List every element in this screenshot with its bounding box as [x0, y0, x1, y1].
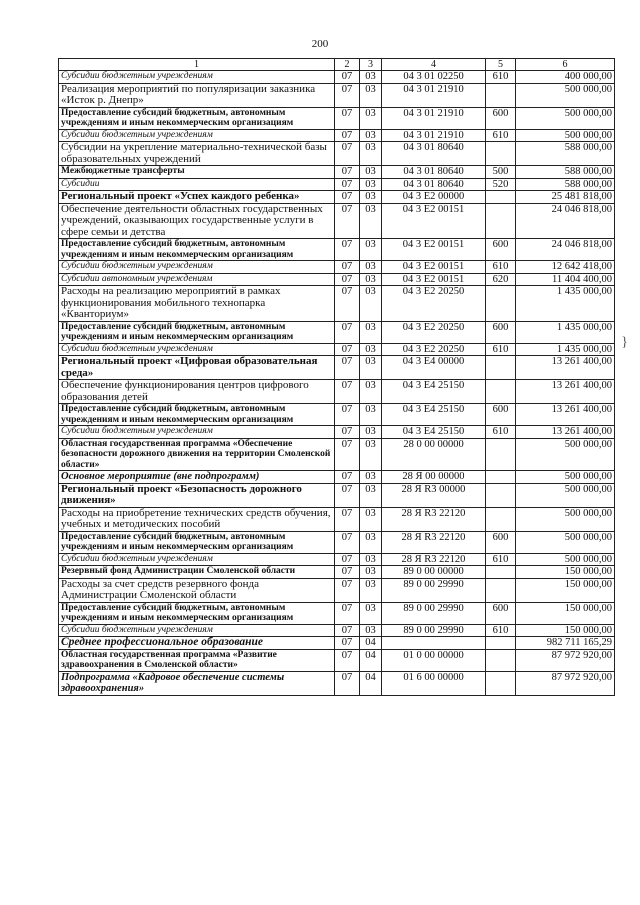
table-row — [59, 649, 615, 671]
cell-amount: 25 481 818,00 — [516, 191, 615, 204]
cell-name: Резервный фонд Администрации Смоленской области — [59, 566, 335, 579]
cell-expense-type: 600 — [486, 107, 516, 129]
cell-section: 07 — [335, 129, 360, 142]
cell-section: 07 — [335, 426, 360, 439]
cell-subsection: 04 — [360, 649, 382, 671]
table-row — [59, 426, 615, 439]
cell-expense-type — [486, 578, 516, 602]
cell-expense-type: 600 — [486, 531, 516, 553]
table-row — [59, 602, 615, 624]
cell-section: 07 — [335, 286, 360, 322]
cell-expense-type: 620 — [486, 273, 516, 286]
cell-expense-type: 610 — [486, 553, 516, 566]
cell-subsection: 03 — [360, 71, 382, 84]
table-row — [59, 273, 615, 286]
cell-amount: 500 000,00 — [516, 507, 615, 531]
cell-section: 07 — [335, 566, 360, 579]
cell-target-code: 04 3 E4 25150 — [382, 404, 486, 426]
cell-target-code: 28 Я R3 22120 — [382, 531, 486, 553]
cell-name: Субсидии бюджетным учреждениям — [59, 71, 335, 84]
cell-name: Расходы на приобретение технических средств обучения, учебных и методических пособий — [59, 507, 335, 531]
cell-amount: 982 711 165,29 — [516, 637, 615, 650]
cell-section: 07 — [335, 602, 360, 624]
cell-section: 07 — [335, 553, 360, 566]
cell-section: 07 — [335, 483, 360, 507]
cell-target-code: 04 3 01 80640 — [382, 178, 486, 191]
table-row — [59, 531, 615, 553]
header-col-1: 1 — [59, 59, 335, 71]
cell-expense-type: 600 — [486, 321, 516, 343]
cell-amount: 87 972 920,00 — [516, 671, 615, 695]
cell-name: Субсидии бюджетным учреждениям — [59, 426, 335, 439]
cell-name: Обеспечение функционирования центров цифрового образования детей — [59, 380, 335, 404]
cell-target-code: 28 Я R3 00000 — [382, 483, 486, 507]
cell-amount: 12 642 418,00 — [516, 261, 615, 274]
cell-amount: 1 435 000,00 — [516, 343, 615, 356]
table-row — [59, 191, 615, 204]
cell-subsection: 03 — [360, 380, 382, 404]
cell-subsection: 03 — [360, 566, 382, 579]
cell-section: 07 — [335, 142, 360, 166]
cell-expense-type: 610 — [486, 129, 516, 142]
cell-expense-type — [486, 191, 516, 204]
cell-section: 07 — [335, 471, 360, 484]
cell-target-code: 04 3 E2 00151 — [382, 273, 486, 286]
cell-target-code: 04 3 E2 00151 — [382, 239, 486, 261]
cell-expense-type — [486, 649, 516, 671]
cell-amount: 150 000,00 — [516, 602, 615, 624]
cell-amount: 500 000,00 — [516, 438, 615, 471]
cell-target-code: 04 3 01 21910 — [382, 129, 486, 142]
cell-section: 07 — [335, 404, 360, 426]
cell-target-code: 04 3 E4 25150 — [382, 426, 486, 439]
table-row — [59, 356, 615, 380]
cell-section: 07 — [335, 321, 360, 343]
table-row — [59, 71, 615, 84]
cell-expense-type — [486, 356, 516, 380]
cell-subsection: 03 — [360, 191, 382, 204]
cell-section: 07 — [335, 203, 360, 239]
table-row — [59, 438, 615, 471]
cell-name: Областная государственная программа «Развитие здравоохранения в Смоленской области» — [59, 649, 335, 671]
cell-target-code — [382, 637, 486, 650]
cell-section: 07 — [335, 507, 360, 531]
cell-expense-type: 610 — [486, 426, 516, 439]
cell-target-code: 28 Я 00 00000 — [382, 471, 486, 484]
cell-name: Субсидии бюджетным учреждениям — [59, 624, 335, 637]
cell-target-code: 89 0 00 29990 — [382, 578, 486, 602]
table-row — [59, 637, 615, 650]
cell-target-code: 04 3 01 80640 — [382, 142, 486, 166]
cell-expense-type — [486, 671, 516, 695]
cell-section: 07 — [335, 578, 360, 602]
cell-section: 07 — [335, 343, 360, 356]
cell-subsection: 03 — [360, 438, 382, 471]
cell-amount: 588 000,00 — [516, 166, 615, 179]
cell-name: Предоставление субсидий бюджетным, автономным учреждениям и иным некоммерческим организациям — [59, 404, 335, 426]
cell-amount: 500 000,00 — [516, 483, 615, 507]
cell-subsection: 03 — [360, 483, 382, 507]
cell-section: 07 — [335, 191, 360, 204]
table-row — [59, 129, 615, 142]
table-header-row — [59, 59, 615, 71]
cell-name: Региональный проект «Успех каждого ребенка» — [59, 191, 335, 204]
cell-expense-type — [486, 483, 516, 507]
table-row — [59, 507, 615, 531]
cell-subsection: 03 — [360, 578, 382, 602]
cell-target-code: 04 3 E2 00000 — [382, 191, 486, 204]
margin-mark: } — [621, 335, 628, 350]
table-row — [59, 107, 615, 129]
cell-name: Субсидии автономным учреждениям — [59, 273, 335, 286]
cell-subsection: 03 — [360, 343, 382, 356]
header-col-3: 3 — [360, 59, 382, 71]
cell-name: Субсидии бюджетным учреждениям — [59, 553, 335, 566]
cell-section: 07 — [335, 380, 360, 404]
cell-expense-type: 610 — [486, 261, 516, 274]
cell-section: 07 — [335, 178, 360, 191]
table-row — [59, 261, 615, 274]
cell-amount: 500 000,00 — [516, 471, 615, 484]
cell-expense-type — [486, 142, 516, 166]
table-row — [59, 483, 615, 507]
cell-target-code: 89 0 00 29990 — [382, 624, 486, 637]
cell-amount: 13 261 400,00 — [516, 380, 615, 404]
cell-amount: 87 972 920,00 — [516, 649, 615, 671]
cell-subsection: 03 — [360, 107, 382, 129]
table-row — [59, 321, 615, 343]
cell-subsection: 03 — [360, 142, 382, 166]
cell-name: Региональный проект «Цифровая образовательная среда» — [59, 356, 335, 380]
cell-amount: 500 000,00 — [516, 553, 615, 566]
table-row — [59, 239, 615, 261]
cell-expense-type: 520 — [486, 178, 516, 191]
cell-expense-type — [486, 566, 516, 579]
cell-amount: 13 261 400,00 — [516, 356, 615, 380]
cell-name: Подпрограмма «Кадровое обеспечение системы здравоохранения» — [59, 671, 335, 695]
cell-target-code: 89 0 00 00000 — [382, 566, 486, 579]
cell-section: 07 — [335, 356, 360, 380]
table-row — [59, 343, 615, 356]
table-row — [59, 566, 615, 579]
cell-amount: 150 000,00 — [516, 566, 615, 579]
cell-section: 07 — [335, 107, 360, 129]
cell-amount: 1 435 000,00 — [516, 321, 615, 343]
cell-subsection: 03 — [360, 404, 382, 426]
cell-expense-type: 610 — [486, 343, 516, 356]
cell-target-code: 04 3 01 21910 — [382, 107, 486, 129]
cell-name: Расходы за счет средств резервного фонда Администрации Смоленской области — [59, 578, 335, 602]
cell-section: 07 — [335, 531, 360, 553]
cell-subsection: 03 — [360, 553, 382, 566]
cell-target-code: 28 Я R3 22120 — [382, 507, 486, 531]
cell-name: Предоставление субсидий бюджетным, автономным учреждениям и иным некоммерческим организациям — [59, 531, 335, 553]
table-row — [59, 83, 615, 107]
table-row — [59, 178, 615, 191]
cell-name: Предоставление субсидий бюджетным, автономным учреждениям и иным некоммерческим организациям — [59, 239, 335, 261]
cell-expense-type — [486, 438, 516, 471]
cell-subsection: 03 — [360, 129, 382, 142]
cell-expense-type: 600 — [486, 239, 516, 261]
cell-name: Предоставление субсидий бюджетным, автономным учреждениям и иным некоммерческим организациям — [59, 602, 335, 624]
cell-subsection: 03 — [360, 273, 382, 286]
cell-section: 07 — [335, 671, 360, 695]
cell-subsection: 03 — [360, 286, 382, 322]
cell-amount: 500 000,00 — [516, 83, 615, 107]
table-row — [59, 203, 615, 239]
cell-section: 07 — [335, 273, 360, 286]
cell-section: 07 — [335, 261, 360, 274]
cell-amount: 150 000,00 — [516, 578, 615, 602]
cell-expense-type — [486, 203, 516, 239]
cell-target-code: 28 Я R3 22120 — [382, 553, 486, 566]
cell-expense-type: 500 — [486, 166, 516, 179]
table-row — [59, 380, 615, 404]
table-row — [59, 166, 615, 179]
cell-amount: 500 000,00 — [516, 129, 615, 142]
cell-name: Областная государственная программа «Обеспечение безопасности дорожного движения на территории Смоленской области» — [59, 438, 335, 471]
cell-section: 07 — [335, 71, 360, 84]
cell-amount: 500 000,00 — [516, 531, 615, 553]
cell-amount: 13 261 400,00 — [516, 404, 615, 426]
cell-name: Региональный проект «Безопасность дорожного движения» — [59, 483, 335, 507]
cell-amount: 13 261 400,00 — [516, 426, 615, 439]
cell-amount: 588 000,00 — [516, 142, 615, 166]
cell-target-code: 01 0 00 00000 — [382, 649, 486, 671]
cell-name: Реализация мероприятий по популяризации заказника «Исток р. Днепр» — [59, 83, 335, 107]
cell-name: Субсидии бюджетным учреждениям — [59, 343, 335, 356]
cell-expense-type: 610 — [486, 71, 516, 84]
cell-section: 07 — [335, 438, 360, 471]
cell-target-code: 04 3 E2 20250 — [382, 343, 486, 356]
cell-subsection: 03 — [360, 203, 382, 239]
cell-name: Субсидии на укрепление материально-технической базы образовательных учреждений — [59, 142, 335, 166]
cell-amount: 588 000,00 — [516, 178, 615, 191]
cell-expense-type — [486, 471, 516, 484]
cell-subsection: 03 — [360, 83, 382, 107]
table-row — [59, 404, 615, 426]
cell-subsection: 03 — [360, 166, 382, 179]
cell-name: Расходы на реализацию мероприятий в рамках функционирования мобильного технопарка «Кванториум» — [59, 286, 335, 322]
cell-amount: 500 000,00 — [516, 107, 615, 129]
cell-amount: 24 046 818,00 — [516, 239, 615, 261]
table-row — [59, 142, 615, 166]
cell-name: Субсидии бюджетным учреждениям — [59, 261, 335, 274]
cell-amount: 400 000,00 — [516, 71, 615, 84]
cell-section: 07 — [335, 649, 360, 671]
cell-target-code: 04 3 01 21910 — [382, 83, 486, 107]
cell-expense-type: 600 — [486, 404, 516, 426]
cell-section: 07 — [335, 624, 360, 637]
cell-target-code: 04 3 E4 25150 — [382, 380, 486, 404]
cell-expense-type — [486, 286, 516, 322]
budget-table — [58, 58, 615, 696]
cell-target-code: 89 0 00 29990 — [382, 602, 486, 624]
cell-expense-type — [486, 380, 516, 404]
cell-subsection: 03 — [360, 356, 382, 380]
cell-name: Предоставление субсидий бюджетным, автономным учреждениям и иным некоммерческим организациям — [59, 107, 335, 129]
table-row — [59, 471, 615, 484]
cell-name: Среднее профессиональное образование — [59, 637, 335, 650]
cell-subsection: 04 — [360, 671, 382, 695]
cell-target-code: 28 0 00 00000 — [382, 438, 486, 471]
cell-subsection: 03 — [360, 602, 382, 624]
cell-amount: 1 435 000,00 — [516, 286, 615, 322]
cell-name: Субсидии бюджетным учреждениям — [59, 129, 335, 142]
cell-subsection: 04 — [360, 637, 382, 650]
cell-section: 07 — [335, 637, 360, 650]
table-row — [59, 671, 615, 695]
table-row — [59, 578, 615, 602]
header-col-6: 6 — [516, 59, 615, 71]
cell-section: 07 — [335, 239, 360, 261]
cell-subsection: 03 — [360, 321, 382, 343]
header-col-4: 4 — [382, 59, 486, 71]
table-row — [59, 624, 615, 637]
cell-amount: 150 000,00 — [516, 624, 615, 637]
cell-amount: 24 046 818,00 — [516, 203, 615, 239]
cell-name: Предоставление субсидий бюджетным, автономным учреждениям и иным некоммерческим организациям — [59, 321, 335, 343]
cell-target-code: 04 3 E2 00151 — [382, 261, 486, 274]
cell-target-code: 04 3 01 02250 — [382, 71, 486, 84]
cell-subsection: 03 — [360, 261, 382, 274]
header-col-5: 5 — [486, 59, 516, 71]
cell-subsection: 03 — [360, 239, 382, 261]
cell-amount: 11 404 400,00 — [516, 273, 615, 286]
cell-expense-type — [486, 83, 516, 107]
cell-subsection: 03 — [360, 624, 382, 637]
cell-subsection: 03 — [360, 507, 382, 531]
table-row — [59, 553, 615, 566]
cell-expense-type: 600 — [486, 602, 516, 624]
cell-subsection: 03 — [360, 531, 382, 553]
cell-target-code: 04 3 E2 20250 — [382, 286, 486, 322]
cell-target-code: 04 3 E2 00151 — [382, 203, 486, 239]
cell-name: Субсидии — [59, 178, 335, 191]
table-row — [59, 286, 615, 322]
page-number: 200 — [311, 38, 329, 50]
cell-section: 07 — [335, 83, 360, 107]
cell-section: 07 — [335, 166, 360, 179]
cell-name: Основное мероприятие (вне подпрограмм) — [59, 471, 335, 484]
header-col-2: 2 — [335, 59, 360, 71]
table-body — [59, 71, 615, 696]
cell-target-code: 04 3 E4 00000 — [382, 356, 486, 380]
cell-expense-type — [486, 507, 516, 531]
cell-subsection: 03 — [360, 471, 382, 484]
cell-target-code: 01 6 00 00000 — [382, 671, 486, 695]
cell-subsection: 03 — [360, 178, 382, 191]
cell-expense-type — [486, 637, 516, 650]
cell-name: Межбюджетные трансферты — [59, 166, 335, 179]
cell-name: Обеспечение деятельности областных государственных учреждений, оказывающих государственные услуги в сфере семьи и детства — [59, 203, 335, 239]
cell-target-code: 04 3 01 80640 — [382, 166, 486, 179]
cell-subsection: 03 — [360, 426, 382, 439]
cell-target-code: 04 3 E2 20250 — [382, 321, 486, 343]
cell-expense-type: 610 — [486, 624, 516, 637]
